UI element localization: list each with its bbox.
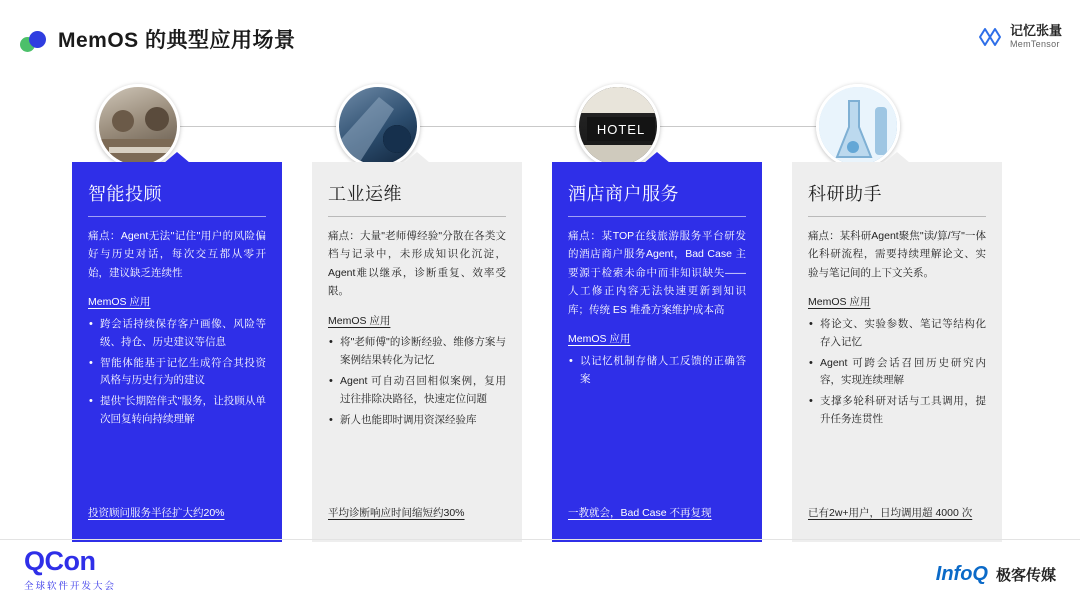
logo-dots-icon: [20, 29, 50, 55]
column-heading: 酒店商户服务: [568, 180, 746, 217]
list-item: • 提供"长期陪伴式"服务，让投顾从单次回复转向持续理解: [88, 393, 266, 429]
qcon-wordmark: QCon: [24, 546, 96, 576]
list-item: • 智能体能基于记忆生成符合其投资风格与历史行为的建议: [88, 355, 266, 391]
list-item: • 新人也能即时调用资深经验库: [328, 412, 506, 430]
pain-point-text: 痛点：大量"老师傅经验"分散在各类文档与记录中，未形成知识化沉淀，Agent难以继承，诊断重复、效率受限。: [328, 230, 506, 298]
point-list: [88, 316, 266, 429]
brand-name-en: MemTensor: [1009, 38, 1060, 49]
list-item: • 以记忆机制存储人工反馈的正确答案: [568, 353, 746, 389]
list-item: • 将论文、实验参数、笔记等结构化存入记忆: [808, 316, 986, 352]
footer-divider: [0, 539, 1080, 540]
list-item: • Agent 可自动召回相似案例，复用过往排除决路径，快速定位问题: [328, 373, 506, 409]
memtensor-logo-icon: [977, 25, 1003, 49]
point-list: [328, 334, 506, 429]
column-industrial: [312, 162, 522, 542]
media-name: 极客传媒: [995, 567, 1056, 584]
page-title: MemOS 的典型应用场景: [58, 29, 296, 52]
column-research: [792, 162, 1002, 542]
point-list: [568, 353, 746, 389]
infoq-lockup: [936, 563, 1056, 586]
column-heading: 工业运维: [328, 180, 506, 217]
result-metric: 一教就会，Bad Case 不再复现: [568, 507, 712, 520]
infoq-wordmark: InfoQ: [935, 563, 988, 585]
pain-point-text: 痛点：某TOP在线旅游服务平台研发的酒店商户服务Agent，Bad Case 主要源于检索未命中而非知识缺失——人工修正内容无法快速更新到知识库；传统 ES 堆叠方案维护成本高: [568, 230, 746, 316]
column-card: [312, 162, 522, 542]
section-label: MemOS 应用: [808, 296, 871, 309]
list-item: • 将"老师傅"的诊断经验、维修方案与案例结果转化为记忆: [328, 334, 506, 370]
column-card: [72, 162, 282, 542]
result-metric: 已有2w+用户，日均调用超 4000 次: [808, 507, 973, 520]
list-item: • Agent 可跨会话召回历史研究内容，实现连续理解: [808, 355, 986, 391]
result-metric: 平均诊断响应时间缩短约30%: [328, 507, 465, 520]
list-item: • 跨会话持续保存客户画像、风险等级、持仓、历史建议等信息: [88, 316, 266, 352]
column-card: [792, 162, 1002, 542]
svg-text:HOTEL: HOTEL: [596, 122, 646, 137]
column-hotel: [552, 162, 762, 542]
section-label: MemOS 应用: [88, 296, 151, 309]
list-item: • 支撑多轮科研对话与工具调用，提升任务连贯性: [808, 393, 986, 429]
column-advisor: [72, 162, 282, 542]
result-metric: 投资顾问服务半径扩大约20%: [88, 507, 225, 520]
qcon-logo: [24, 546, 116, 592]
point-list: [808, 316, 986, 429]
brand-name-cn: 记忆张量: [1009, 23, 1062, 38]
brand-lockup: [977, 24, 1062, 49]
section-label: MemOS 应用: [568, 332, 631, 345]
section-label: MemOS 应用: [328, 314, 391, 327]
pain-point-text: 痛点：某科研Agent聚焦"读/算/写"一体化科研流程，需要持续理解论文、实验与笔记间的上下文关系。: [808, 230, 986, 279]
column-heading: 科研助手: [808, 180, 986, 217]
slide-header: [0, 20, 1080, 64]
column-heading: 智能投顾: [88, 180, 266, 217]
pain-point-text: 痛点：Agent无法"记住"用户的风险偏好与历史对话，每次交互都从零开始，建议缺乏连续性: [88, 230, 266, 279]
column-card: [552, 162, 762, 542]
timeline-connector: [118, 126, 898, 127]
qcon-tagline: 全球软件开发大会: [24, 581, 117, 592]
